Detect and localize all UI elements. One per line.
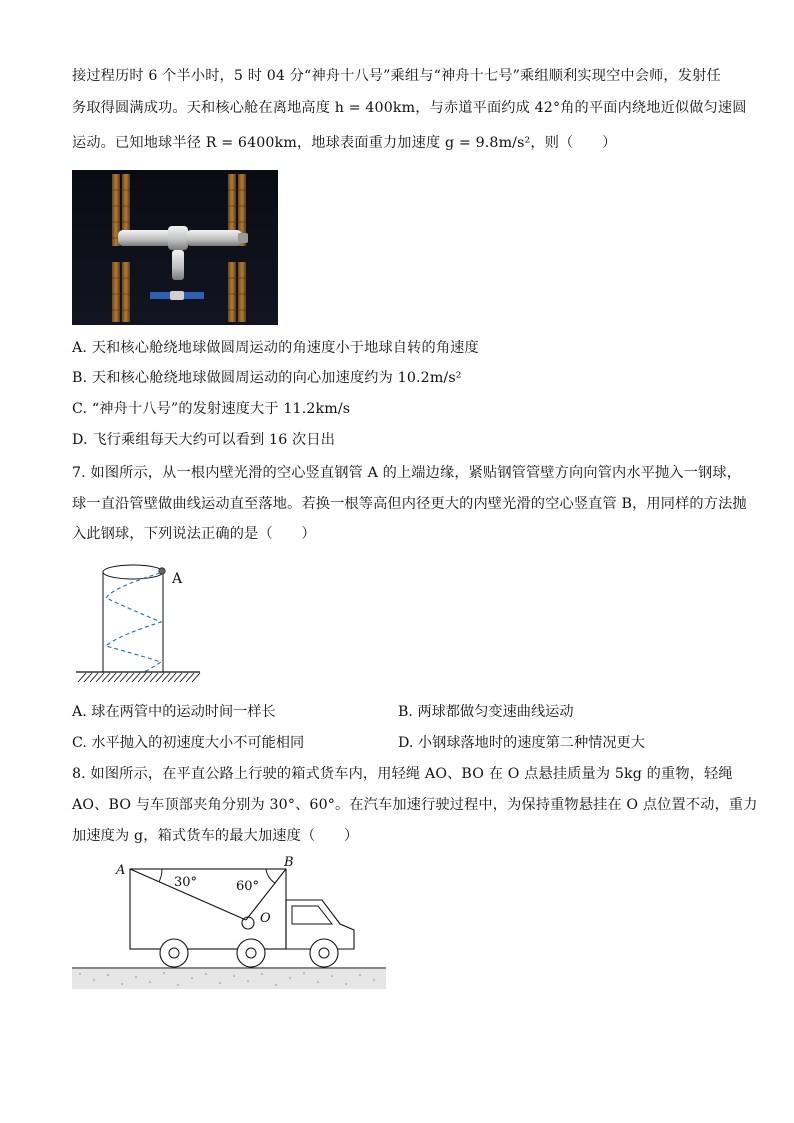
q6-stem-line-3: 运动。已知地球半径 R = 6400km，地球表面重力加速度 g = 9.8m/s²，则（ ） <box>72 135 617 151</box>
q8-stem-line-3: 加速度为 g，箱式货车的最大加速度（ ） <box>72 828 359 844</box>
q8-truck-figure <box>70 852 390 994</box>
truck-label-a: A <box>116 863 126 878</box>
q7-option-b: B. 两球都做匀变速曲线运动 <box>398 704 574 720</box>
q8-stem-line-1: 8. 如图所示，在平直公路上行驶的箱式货车内，用轻绳 AO、BO 在 O 点悬挂质量为 5kg 的重物，轻绳 <box>72 766 733 782</box>
angle-label-30: 30° <box>174 875 198 890</box>
q6-option-a: A. 天和核心舱绕地球做圆周运动的角速度小于地球自转的角速度 <box>72 340 479 356</box>
q7-option-a: A. 球在两管中的运动时间一样长 <box>72 704 276 720</box>
q7-tube-figure <box>72 558 202 690</box>
q7-stem-line-1: 7. 如图所示，从一根内壁光滑的空心竖直钢管 A 的上端边缘，紧贴钢管管壁方向向管内水平抛入一钢球， <box>72 465 742 481</box>
angle-label-60: 60° <box>236 879 260 894</box>
q6-option-d: D. 飞行乘组每天大约可以看到 16 次日出 <box>72 432 336 448</box>
tube-label-a: A <box>172 571 183 587</box>
q6-stem-line-1: 接过程历时 6 个半小时，5 时 04 分“神舟十八号”乘组与“神舟十七号”乘组顺利实现空中会师，发射任 <box>72 68 721 84</box>
truck-diagram <box>70 852 390 994</box>
q6-option-c: C. “神舟十八号”的发射速度大于 11.2km/s <box>72 401 351 417</box>
q7-stem-line-2: 球一直沿管壁做曲线运动直至落地。若换一根等高但内径更大的内壁光滑的空心竖直管 B，用同样的方法抛 <box>72 496 747 512</box>
q7-option-c: C. 水平抛入的初速度大小不可能相同 <box>72 735 305 751</box>
q8-stem-line-2: AO、BO 与车顶部夹角分别为 30°、60°。在汽车加速行驶过程中，为保持重物悬挂在 O 点位置不动，重力 <box>72 797 758 813</box>
q6-option-b: B. 天和核心舱绕地球做圆周运动的向心加速度约为 10.2m/s² <box>72 370 462 386</box>
space-station-photo <box>72 170 278 325</box>
q7-option-d: D. 小钢球落地时的速度第二种情况更大 <box>398 735 645 751</box>
tube-diagram <box>72 558 202 690</box>
space-station-image <box>72 170 278 325</box>
truck-label-b: B <box>284 855 294 870</box>
q6-stem-line-2: 务取得圆满成功。天和核心舱在离地高度 h = 400km，与赤道平面约成 42°角的平面内绕地近似做匀速圆 <box>72 100 747 116</box>
q7-stem-line-3: 入此钢球，下列说法正确的是（ ） <box>72 526 316 542</box>
truck-label-o: O <box>260 911 271 926</box>
